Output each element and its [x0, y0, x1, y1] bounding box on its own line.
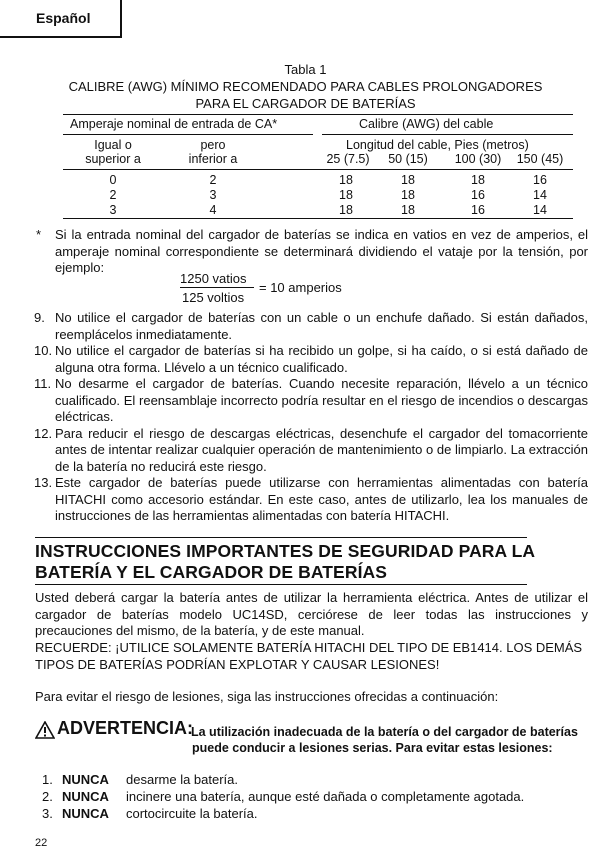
list-item-keyword: NUNCA: [62, 772, 109, 787]
table-cell: 3: [109, 203, 117, 217]
warning-triangle-icon: [35, 721, 55, 739]
table-right-group-rule: [322, 134, 573, 135]
section-top-rule: [35, 537, 527, 538]
table-header-rule: [63, 169, 573, 170]
table-cell: 18: [401, 173, 415, 187]
table-cell: 18: [339, 188, 353, 202]
table-cell: 14: [533, 188, 547, 202]
header-length-150: 150 (45): [516, 152, 564, 166]
table-caption-line2: PARA EL CARGADOR DE BATERÍAS: [195, 96, 416, 111]
header-length-25: 25 (7.5): [326, 152, 370, 166]
table-cell: 2: [209, 173, 217, 187]
section-bottom-rule: [35, 584, 527, 585]
header-length-100: 100 (30): [454, 152, 502, 166]
table-top-rule: [63, 114, 573, 115]
table-cell: 0: [109, 173, 117, 187]
table-title: Tabla 1: [284, 62, 327, 77]
header-col1-line1: Igual o: [94, 138, 132, 152]
fraction-result: = 10 amperios: [259, 280, 342, 295]
warning-line1: La utilización inadecuada de la batería o del cargador de baterías: [191, 725, 578, 739]
header-gauge: Calibre (AWG) del cable: [359, 117, 494, 131]
table-cell: 18: [401, 188, 415, 202]
table-caption-line1: CALIBRE (AWG) MÍNIMO RECOMENDADO PARA CABLES PROLONGADORES: [68, 79, 543, 94]
list-item-text: desarme la batería.: [126, 772, 239, 787]
warning-line2: puede conducir a lesiones serias. Para evitar estas lesiones:: [192, 741, 553, 755]
page-number: 22: [35, 837, 48, 849]
list-item-text: Este cargador de baterías puede utilizarse con herramientas alimentadas con batería HITACHI como accesorio estándar. En este caso, antes de utilizarlo, lea los manuales de instrucciones de las herramientas alimentadas con batería HITACHI.: [55, 475, 588, 523]
footnote-text: Si la entrada nominal del cargador de baterías se indica en vatios en vez de amperios, el amperaje nominal correspondiente se determinará dividiendo el vataje por la tensión, por ejemplo:: [55, 227, 588, 275]
table-bottom-rule: [63, 218, 573, 219]
header-col1-line2: superior a: [85, 152, 141, 166]
list-item-number: 11.: [34, 376, 52, 391]
list-item-text: Para reducir el riesgo de descargas eléctricas, desenchufe el cargador del tomacorriente antes de intentar realizar cualquier operación de mantenimiento o de limpiarlo. La extracción de la batería no reducirá este riesgo.: [55, 425, 588, 474]
list-item-text: No utilice el cargador de baterías con un cable o un enchufe dañado. Si están dañados, reemplácelos inmediatamente.: [55, 310, 588, 342]
section-heading-line1: INSTRUCCIONES IMPORTANTES DE SEGURIDAD PARA LA: [35, 541, 536, 561]
footnote-marker: *: [36, 227, 42, 242]
charger-rules-list: [34, 310, 588, 525]
table-cell: 18: [471, 173, 485, 187]
table-cell: 2: [109, 188, 117, 202]
table-cell: 16: [533, 173, 547, 187]
fraction-numerator: 1250 vatios: [180, 271, 247, 286]
list-item: [34, 343, 588, 376]
table-cell: 16: [471, 188, 485, 202]
list-item-keyword: NUNCA: [62, 806, 109, 821]
section-intro: Usted deberá cargar la batería antes de utilizar la herramienta eléctrica. Antes de utilizar el cargador de baterías modelo UC14SD, cerciórese de leer todas las instrucciones y precauciones del mismo, de la batería, y de este manual.: [35, 590, 588, 638]
list-item: [34, 376, 588, 426]
section-heading-line2: BATERÍA Y EL CARGADOR DE BATERÍAS: [35, 562, 388, 582]
warning-text: [191, 724, 578, 756]
list-item-number: 12.: [34, 425, 53, 441]
list-item-text: No utilice el cargador de baterías si ha recibido un golpe, si ha caído, o si está dañado de alguna otra forma. Llévelo a un técnico cualificado.: [55, 343, 588, 375]
list-item-number: 1.: [42, 772, 53, 787]
list-item: [42, 805, 524, 822]
warning-title: ADVERTENCIA:: [57, 718, 194, 738]
list-item-number: 9.: [34, 310, 45, 325]
language-tab: [0, 0, 122, 38]
table-cell: 16: [471, 203, 485, 217]
follow-instructions: Para evitar el riesgo de lesiones, siga las instrucciones ofrecidas a continuación:: [35, 689, 499, 704]
fraction-denominator: 125 voltios: [182, 290, 245, 305]
list-item-text: No desarme el cargador de baterías. Cuando necesite reparación, llévelo a un técnico cualificado. El reensamblaje incorrecto podría resultar en el riesgo de incendios o descargas eléctricas.: [55, 376, 588, 424]
list-item-number: 2.: [42, 789, 53, 804]
list-item-text: incinere una batería, aunque esté dañada o completamente agotada.: [126, 789, 525, 804]
table-cell: 18: [339, 203, 353, 217]
table-cell: 14: [533, 203, 547, 217]
list-item-number: 13.: [34, 475, 53, 490]
list-item-text: cortocircuite la batería.: [126, 806, 258, 821]
recuerde-line1: RECUERDE: ¡UTILICE SOLAMENTE BATERÍA HITACHI DEL TIPO DE EB1414. LOS DEMÁS: [35, 640, 583, 655]
header-col2-line2: inferior a: [188, 152, 238, 166]
list-item: [34, 475, 588, 525]
table-cell: 18: [401, 203, 415, 217]
list-item-keyword: NUNCA: [62, 789, 109, 804]
list-item-number: 3.: [42, 806, 53, 821]
list-item: [42, 771, 524, 788]
table-left-group-rule: [63, 134, 313, 135]
header-length: Longitud del cable, Pies (metros): [346, 138, 529, 152]
header-length-50: 50 (15): [388, 152, 428, 166]
language-label: Español: [36, 10, 91, 26]
header-col2-line1: pero: [200, 138, 226, 152]
list-item: [34, 310, 588, 343]
nunca-list: [42, 771, 524, 822]
list-item-number: 10.: [34, 343, 53, 358]
table-cell: 4: [209, 203, 217, 217]
header-amperage: Amperaje nominal de entrada de CA*: [70, 117, 278, 131]
list-item: [42, 788, 524, 805]
table-cell: 3: [209, 188, 217, 202]
recuerde-line2: TIPOS DE BATERÍAS PODRÍAN EXPLOTAR Y CAUSAR LESIONES!: [35, 657, 440, 672]
fraction-bar: [180, 287, 254, 288]
table-cell: 18: [339, 173, 353, 187]
list-item: [34, 426, 588, 476]
